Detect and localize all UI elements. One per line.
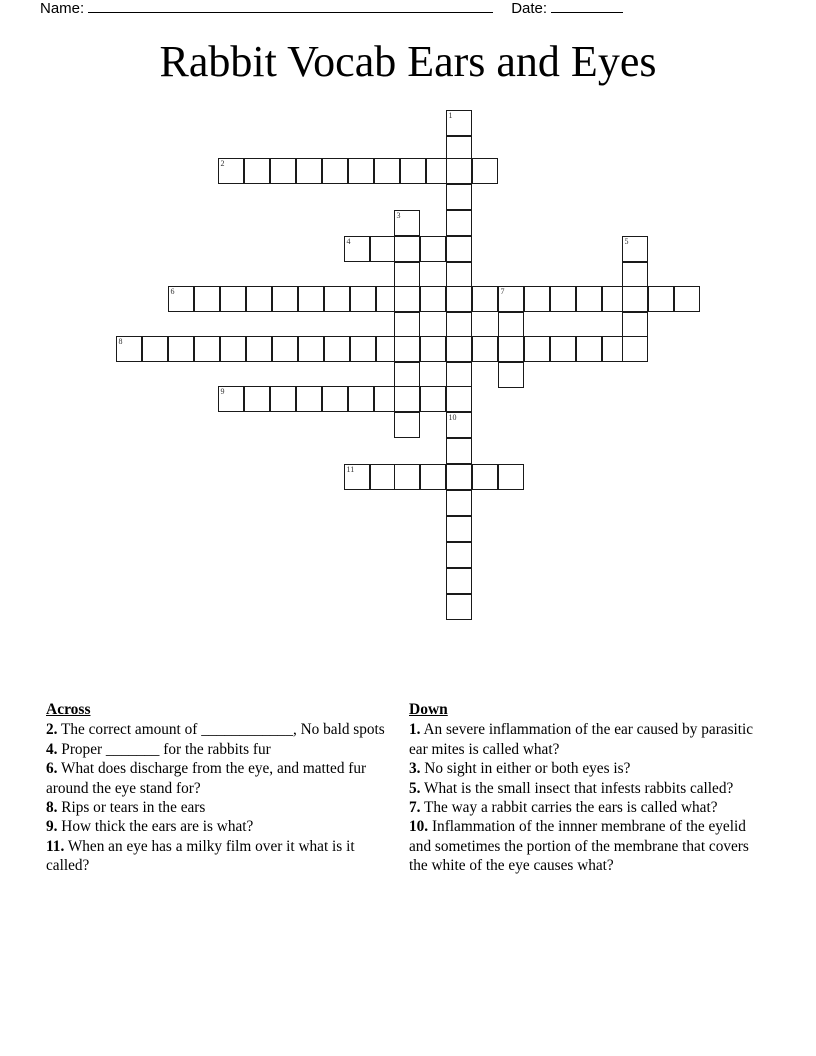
- grid-cell[interactable]: [524, 286, 550, 312]
- clue-text: No sight in either or both eyes is?: [420, 760, 631, 778]
- grid-cell[interactable]: [446, 464, 472, 490]
- down-clue-list: [409, 720, 769, 875]
- across-clue-9: [46, 817, 391, 836]
- grid-cell[interactable]: [370, 464, 396, 490]
- across-clue-4: [46, 740, 391, 759]
- grid-cell[interactable]: [550, 286, 576, 312]
- grid-cell[interactable]: [348, 158, 374, 184]
- grid-cell[interactable]: [194, 286, 220, 312]
- clue-text: The correct amount of ____________, No bald spots: [57, 721, 385, 739]
- clue-number: 3.: [409, 760, 421, 778]
- grid-cell[interactable]: [270, 386, 296, 412]
- grid-cell-numbered-11[interactable]: [344, 464, 370, 490]
- down-clue-5: [409, 779, 769, 798]
- grid-cell-number: 2: [220, 159, 225, 168]
- grid-cell[interactable]: [446, 438, 472, 464]
- clue-number: 1.: [409, 721, 421, 739]
- clue-number: 4.: [46, 740, 58, 758]
- clue-text: An severe inflammation of the ear caused by parasitic ear mites is called what?: [409, 721, 754, 758]
- grid-cell[interactable]: [194, 336, 220, 362]
- grid-cell[interactable]: [472, 336, 498, 362]
- grid-cell[interactable]: [446, 262, 472, 288]
- grid-cell[interactable]: [394, 286, 420, 312]
- grid-cell-number: 10: [448, 413, 457, 422]
- grid-cell-numbered-7[interactable]: [498, 286, 524, 312]
- grid-cell[interactable]: [246, 336, 272, 362]
- clue-number: 6.: [46, 760, 58, 778]
- grid-cell[interactable]: [446, 490, 472, 516]
- grid-cell[interactable]: [446, 542, 472, 568]
- grid-cell[interactable]: [576, 336, 602, 362]
- grid-cell-number: 3: [396, 211, 401, 220]
- grid-cell[interactable]: [550, 336, 576, 362]
- grid-cell-numbered-2[interactable]: [218, 158, 244, 184]
- down-heading: Down: [409, 701, 448, 718]
- grid-cell[interactable]: [298, 286, 324, 312]
- across-clue-2: [46, 720, 391, 739]
- clue-text: What does discharge from the eye, and matted fur around the eye stand for?: [46, 760, 367, 797]
- grid-cell[interactable]: [446, 386, 472, 412]
- grid-cell[interactable]: [272, 286, 298, 312]
- grid-cell[interactable]: [420, 286, 446, 312]
- grid-cell[interactable]: [394, 362, 420, 388]
- grid-cell[interactable]: [472, 286, 498, 312]
- grid-cell[interactable]: [350, 336, 376, 362]
- grid-cell[interactable]: [394, 336, 420, 362]
- grid-cell[interactable]: [244, 158, 270, 184]
- grid-cell[interactable]: [296, 158, 322, 184]
- grid-cell[interactable]: [324, 336, 350, 362]
- clue-number: 9.: [46, 818, 58, 836]
- grid-cell[interactable]: [220, 286, 246, 312]
- across-clue-8: [46, 798, 391, 817]
- grid-cell[interactable]: [498, 336, 524, 362]
- clue-number: 2.: [46, 721, 58, 739]
- date-label: Date:: [511, 0, 548, 17]
- grid-cell[interactable]: [394, 236, 420, 262]
- grid-cell[interactable]: [322, 158, 348, 184]
- down-clue-1: [409, 720, 769, 759]
- across-clue-6: [46, 759, 391, 798]
- grid-cell-number: 9: [220, 387, 225, 396]
- grid-cell[interactable]: [622, 262, 648, 288]
- grid-cell-numbered-3[interactable]: [394, 210, 420, 236]
- grid-cell[interactable]: [394, 262, 420, 288]
- grid-cell-number: 1: [448, 111, 453, 120]
- grid-cell[interactable]: [648, 286, 674, 312]
- down-clue-7: [409, 798, 769, 817]
- clue-text: How thick the ears are is what?: [57, 818, 254, 836]
- across-clue-list: [46, 720, 391, 875]
- grid-cell[interactable]: [622, 312, 648, 338]
- grid-cell[interactable]: [296, 386, 322, 412]
- clue-text: What is the small insect that infests rabbits called?: [420, 779, 734, 797]
- grid-cell-number: 8: [118, 337, 123, 346]
- grid-cell[interactable]: [446, 184, 472, 210]
- grid-cell-numbered-6[interactable]: [168, 286, 194, 312]
- grid-cell[interactable]: [322, 386, 348, 412]
- down-clues-column: [409, 700, 769, 876]
- clue-number: 5.: [409, 779, 421, 797]
- grid-cell-number: 5: [624, 237, 629, 246]
- clue-text: Proper _______ for the rabbits fur: [57, 740, 271, 758]
- grid-cell[interactable]: [394, 312, 420, 338]
- grid-cell[interactable]: [674, 286, 700, 312]
- clue-number: 7.: [409, 799, 421, 817]
- grid-cell[interactable]: [272, 336, 298, 362]
- grid-cell[interactable]: [576, 286, 602, 312]
- grid-cell[interactable]: [400, 158, 426, 184]
- grid-cell[interactable]: [472, 158, 498, 184]
- grid-cell[interactable]: [350, 286, 376, 312]
- clue-text: When an eye has a milky film over it what is it called?: [46, 837, 355, 875]
- grid-cell[interactable]: [446, 158, 472, 184]
- grid-cell[interactable]: [498, 312, 524, 338]
- grid-cell[interactable]: [142, 336, 168, 362]
- clues-section: [0, 700, 816, 980]
- grid-cell[interactable]: [472, 464, 498, 490]
- down-clue-10: [409, 817, 769, 875]
- clue-number: 8.: [46, 799, 58, 817]
- grid-cell[interactable]: [394, 412, 420, 438]
- page-title: Rabbit Vocab Ears and Eyes: [159, 37, 657, 86]
- across-clue-11: [46, 837, 391, 876]
- grid-cell-number: 7: [500, 287, 505, 296]
- grid-cell-numbered-4[interactable]: [344, 236, 370, 262]
- name-label: Name:: [40, 0, 85, 17]
- grid-cell[interactable]: [622, 286, 648, 312]
- clue-text: The way a rabbit carries the ears is called what?: [420, 799, 718, 817]
- grid-cell-numbered-9[interactable]: [218, 386, 244, 412]
- grid-cell[interactable]: [446, 594, 472, 620]
- clue-text: Rips or tears in the ears: [57, 799, 206, 817]
- grid-cell-number: 4: [346, 237, 351, 246]
- grid-cell-numbered-5[interactable]: [622, 236, 648, 262]
- clue-number: 11.: [46, 837, 65, 855]
- grid-cell[interactable]: [246, 286, 272, 312]
- grid-cell-numbered-10[interactable]: [446, 412, 472, 438]
- grid-cell[interactable]: [374, 158, 400, 184]
- grid-cell-number: 11: [346, 465, 355, 474]
- grid-cell[interactable]: [270, 158, 296, 184]
- grid-cell[interactable]: [446, 210, 472, 236]
- grid-cell[interactable]: [298, 336, 324, 362]
- grid-cell[interactable]: [348, 386, 374, 412]
- grid-cell[interactable]: [220, 336, 246, 362]
- grid-cell[interactable]: [420, 336, 446, 362]
- grid-cell[interactable]: [446, 236, 472, 262]
- grid-cell-number: 6: [170, 287, 175, 296]
- grid-cell[interactable]: [446, 516, 472, 542]
- grid-cell[interactable]: [370, 236, 396, 262]
- grid-cell[interactable]: [446, 568, 472, 594]
- across-heading: Across: [46, 701, 91, 718]
- grid-cell[interactable]: [394, 464, 420, 490]
- grid-cell[interactable]: [524, 336, 550, 362]
- grid-cell-numbered-1[interactable]: [446, 110, 472, 136]
- grid-cell[interactable]: [498, 362, 524, 388]
- grid-cell-numbered-8[interactable]: [116, 336, 142, 362]
- clue-text: Inflammation of the innner membrane of the eyelid and sometimes the portion of the membrane that covers the white of the eye causes what?: [409, 818, 749, 875]
- across-clues-column: [46, 700, 391, 876]
- grid-cell[interactable]: [394, 386, 420, 412]
- grid-cell[interactable]: [420, 236, 446, 262]
- grid-cell[interactable]: [244, 386, 270, 412]
- grid-cell[interactable]: [498, 464, 524, 490]
- down-clue-3: [409, 759, 769, 778]
- grid-cell[interactable]: [420, 464, 446, 490]
- grid-cell[interactable]: [168, 336, 194, 362]
- grid-cell[interactable]: [324, 286, 350, 312]
- grid-cell[interactable]: [446, 312, 472, 338]
- grid-cell[interactable]: [446, 286, 472, 312]
- clue-number: 10.: [409, 818, 429, 836]
- grid-cell[interactable]: [420, 386, 446, 412]
- grid-cell[interactable]: [446, 336, 472, 362]
- grid-cell[interactable]: [622, 336, 648, 362]
- grid-cell[interactable]: [446, 362, 472, 388]
